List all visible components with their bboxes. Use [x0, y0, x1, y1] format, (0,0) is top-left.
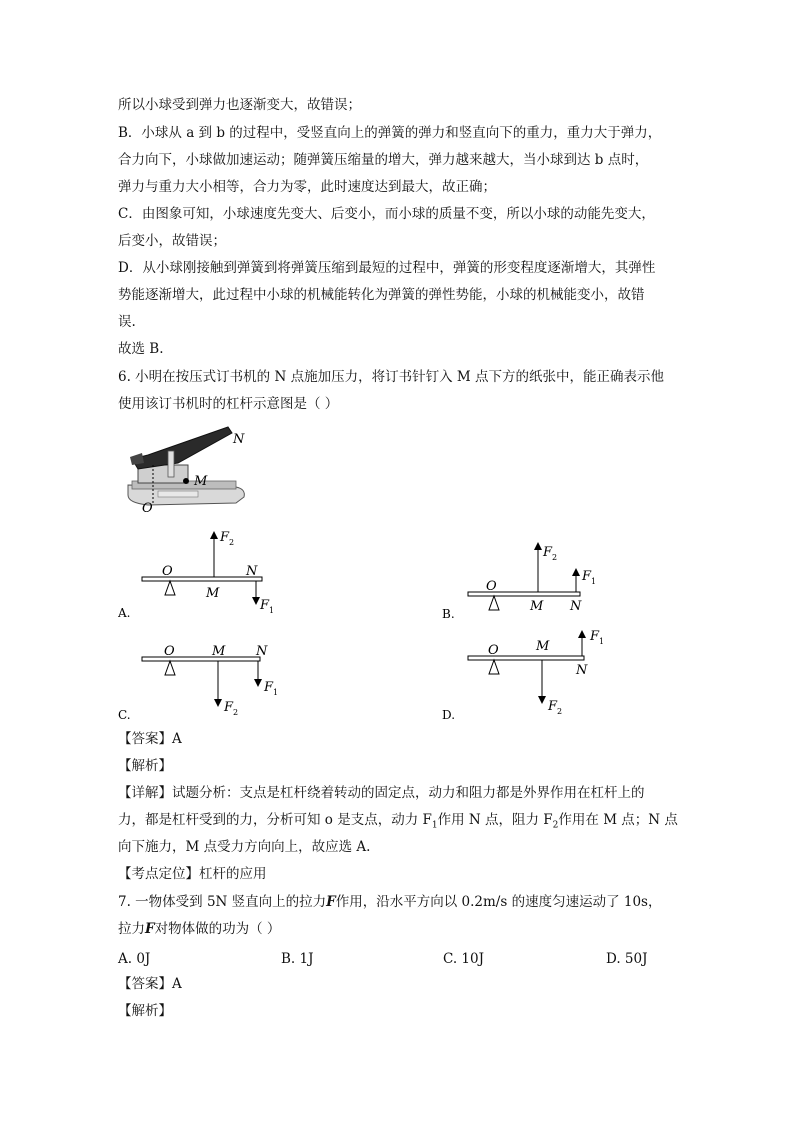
- analysis-header-6: 【解析】: [118, 758, 172, 774]
- detail-line: 向下施力，M 点受力方向向上，故应选 A.: [118, 839, 371, 855]
- svg-text:1: 1: [269, 606, 275, 615]
- text-line: 所以小球受到弹力也逐渐变大，故错误；: [118, 97, 361, 113]
- svg-text:F: F: [543, 545, 553, 560]
- detail-line: 力，都是杠杆受到的力，分析可知 o 是支点，动力 $F_1$作用 N 点，阻力 $F_2$作用在 M 点；N 点: [118, 812, 678, 831]
- svg-text:M: M: [212, 644, 226, 659]
- question-7-stem: 7. 一物体受到 5N 竖直向上的拉力F作用，沿水平方向以 0.2m/s 的速度匀速运动了 10s，: [118, 894, 662, 910]
- svg-text:M: M: [530, 599, 544, 614]
- answer-7: 【答案】A: [118, 976, 182, 992]
- q7-option-c: C. 10J: [443, 951, 485, 967]
- q7-option-b: B. 1J: [281, 951, 314, 967]
- svg-text:F: F: [224, 700, 234, 715]
- text-line: D．从小球刚接触到弹簧到将弹簧压缩到最短的过程中，弹簧的形变程度逐渐增大，其弹性: [118, 260, 656, 276]
- text-line: 故选 B.: [118, 341, 164, 357]
- svg-text:M: M: [206, 586, 220, 601]
- option-d-label: D.: [442, 708, 456, 722]
- svg-text:O: O: [486, 579, 497, 594]
- question-7-stem: 拉力F对物体做的功为（ ）: [118, 921, 281, 937]
- lever-diagram-a: [118, 525, 298, 625]
- text-line: C．由图象可知，小球速度先变大、后变小，而小球的质量不变，所以小球的动能先变大，: [118, 206, 655, 222]
- svg-text:2: 2: [557, 707, 563, 716]
- knowledge-point: 【考点定位】杠杆的应用: [118, 866, 267, 882]
- svg-text:F: F: [260, 598, 270, 613]
- svg-text:F: F: [548, 699, 558, 714]
- text-line: 合力向下，小球做加速运动；随弹簧压缩量的增大，弹力越来越大，当小球到达 b 点时，: [118, 152, 649, 168]
- option-a-label: A.: [118, 606, 131, 620]
- svg-text:1: 1: [599, 637, 605, 646]
- q7-option-d: D. 50J: [606, 951, 648, 967]
- svg-text:2: 2: [229, 538, 235, 547]
- svg-text:N: N: [576, 663, 588, 678]
- stapler-label-m: M: [194, 474, 208, 489]
- option-c-label: C.: [118, 708, 131, 722]
- svg-text:O: O: [488, 643, 499, 658]
- analysis-header-7: 【解析】: [118, 1003, 172, 1019]
- svg-text:F: F: [582, 569, 592, 584]
- answer-6: 【答案】A: [118, 731, 182, 747]
- svg-text:O: O: [162, 564, 173, 579]
- lever-diagram-c: [118, 635, 298, 727]
- stapler-label-o: O: [142, 501, 153, 515]
- text-line: B．小球从 a 到 b 的过程中，受竖直向上的弹簧的弹力和竖直向下的重力，重力大于弹力，: [118, 125, 662, 141]
- svg-text:N: N: [246, 564, 258, 579]
- lever-diagram-d: [442, 622, 622, 727]
- stapler-label-n: N: [233, 432, 245, 447]
- lever-diagram-b: [442, 540, 622, 625]
- question-6-stem: 使用该订书机时的杠杆示意图是（ ）: [118, 396, 339, 412]
- text-line: 后变小，故错误；: [118, 233, 226, 249]
- q7-option-a: A. 0J: [118, 951, 151, 967]
- detail-line: 【详解】试题分析：支点是杠杆绕着转动的固定点，动力和阻力都是外界作用在杠杆上的: [118, 785, 645, 801]
- text-line: 势能逐渐增大，此过程中小球的机械能转化为弹簧的弹性势能，小球的机械能变小，故错: [118, 287, 645, 303]
- svg-text:1: 1: [273, 688, 279, 697]
- text-line: 弹力与重力大小相等，合力为零，此时速度达到最大，故正确；: [118, 179, 496, 195]
- svg-text:N: N: [570, 599, 582, 614]
- question-6-stem: 6. 小明在按压式订书机的 N 点施加压力，将订书针钉入 M 点下方的纸张中，能正确表示他: [118, 369, 664, 385]
- svg-text:2: 2: [233, 708, 239, 717]
- svg-text:F: F: [220, 530, 230, 545]
- svg-text:F: F: [590, 629, 600, 644]
- svg-text:N: N: [256, 644, 268, 659]
- stapler-illustration: [118, 425, 258, 515]
- svg-text:2: 2: [552, 553, 558, 562]
- svg-text:M: M: [536, 639, 550, 654]
- option-b-label: B.: [442, 607, 455, 621]
- svg-text:O: O: [164, 644, 175, 659]
- svg-text:F: F: [264, 680, 274, 695]
- text-line: 误.: [118, 314, 136, 330]
- svg-text:1: 1: [591, 577, 597, 586]
